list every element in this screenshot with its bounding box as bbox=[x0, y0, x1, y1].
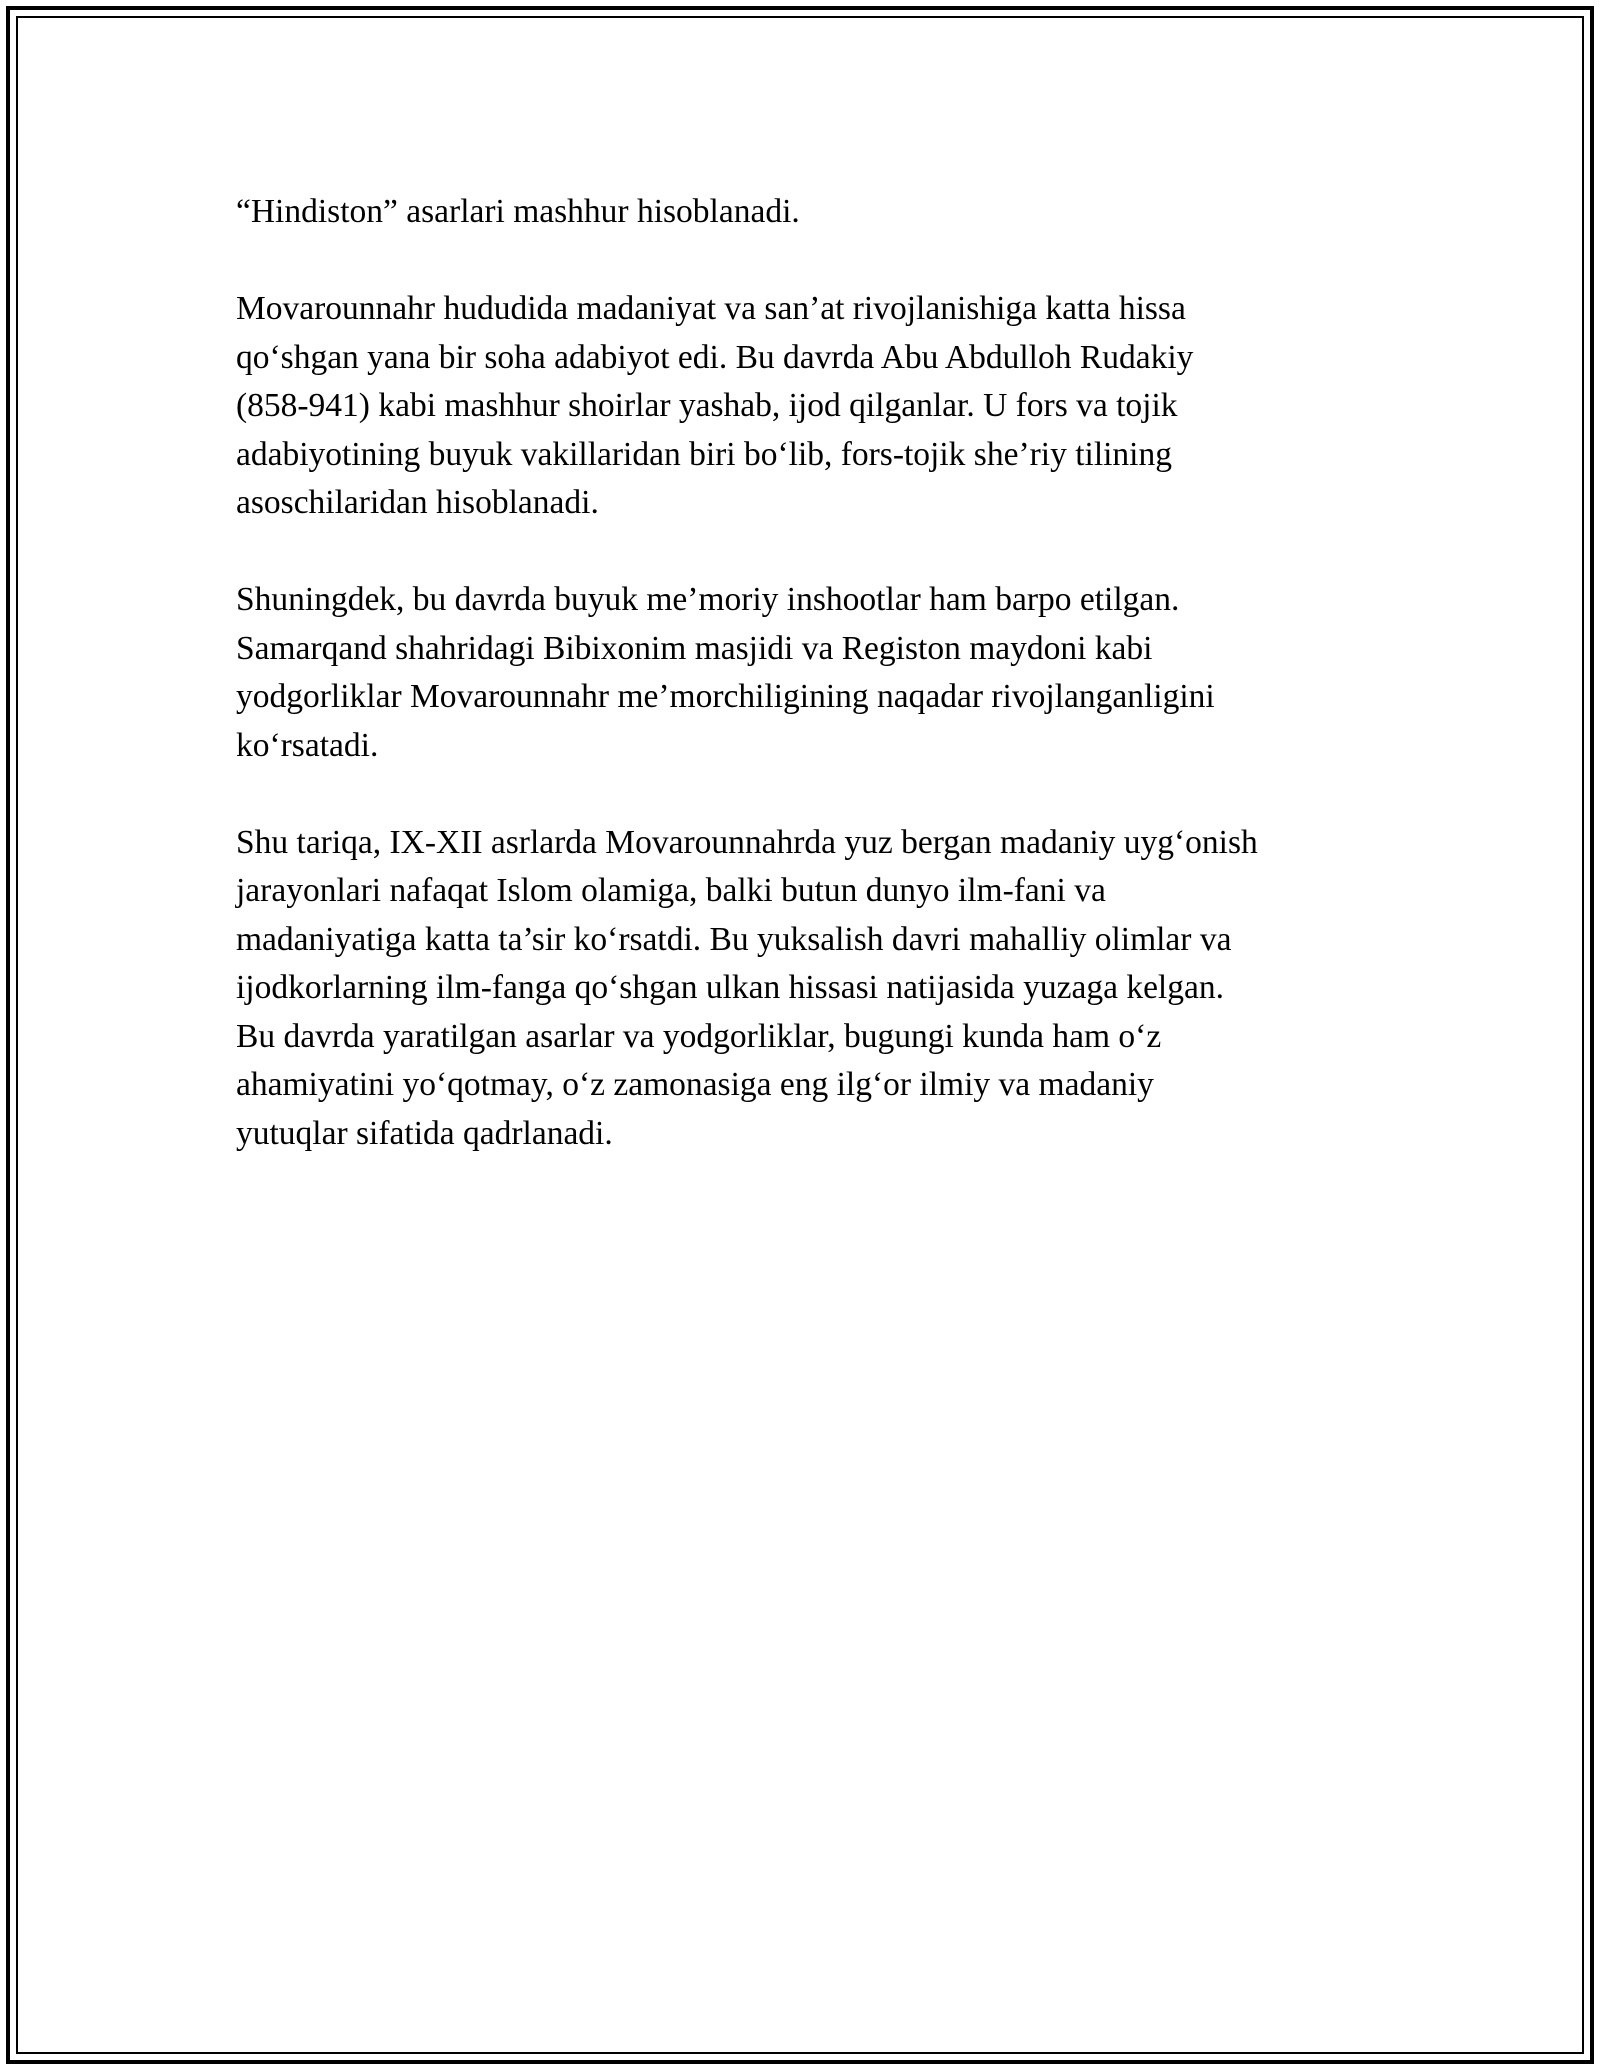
paragraph-literature: Movarounnahr hududida madaniyat va san’at rivojlanishiga katta hissa qo‘shgan yana bir soha adabiyot edi. Bu davrda Abu Abdulloh Rudakiy (858-941) kabi mashhur shoirlar yashab, ijod qilganlar. U fors va tojik adabiyotining buyuk vakillaridan biri bo‘lib, fors-tojik she’riy tilining asoschilaridan hisoblanadi. bbox=[236, 290, 1194, 521]
paragraph-intro: “Hindiston” asarlari mashhur hisoblanadi. bbox=[236, 193, 800, 230]
paragraph-conclusion: Shu tariqa, IX-XII asrlarda Movarounnahrda yuz bergan madaniy uyg‘onish jarayonlari nafaqat Islom olamiga, balki butun dunyo ilm-fani va madaniyatiga katta ta’sir ko‘rsatdi. Bu yuksalish davri mahalliy olimlar va ijodkorlarning ilm-fanga qo‘shgan ulkan hissasi natijasida yuzaga kelgan. Bu davrda yaratilgan asarlar va yodgorliklar, bugungi kunda ham o‘z ahamiyatini yo‘qotmay, o‘z zamonasiga eng ilg‘or ilmiy va madaniy yutuqlar sifatida qadrlanadi. bbox=[236, 823, 1258, 1152]
paragraph-architecture: Shuningdek, bu davrda buyuk me’moriy inshootlar ham barpo etilgan. Samarqand shahridagi Bibixonim masjidi va Registon maydoni kabi yodgorliklar Movarounnahr me’morchiligining naqadar rivojlanganligini ko‘rsatadi. bbox=[236, 581, 1215, 764]
document-body bbox=[236, 188, 1366, 1207]
